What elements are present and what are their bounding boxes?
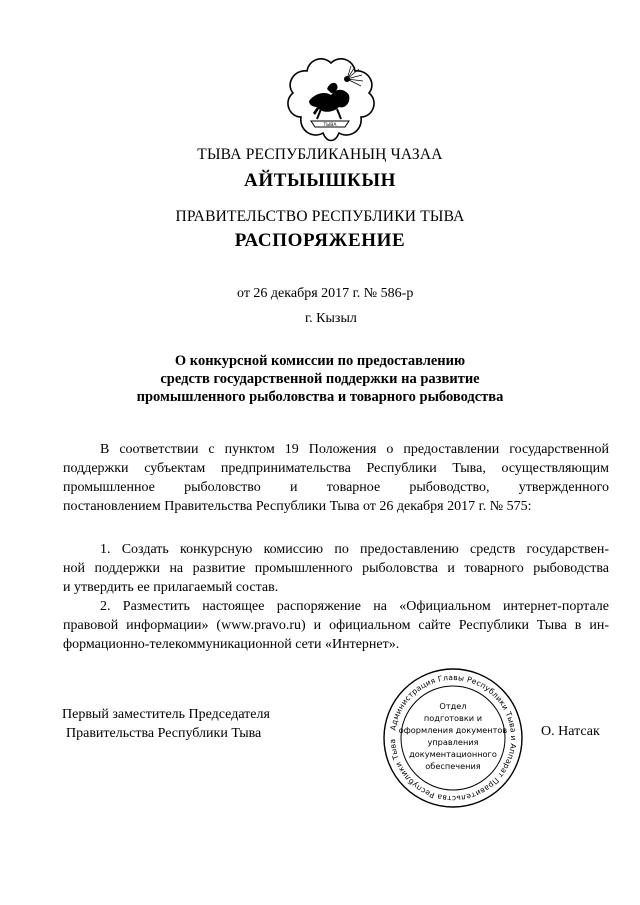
item-1-paragraph xyxy=(63,540,609,597)
paragraph-line: В соответствии с пунктом 19 Положения о предоставлении государственной xyxy=(100,442,609,457)
paragraph-line: поддержки субъектам предпринимательства Республики Тыва, осуществляющим xyxy=(63,461,609,476)
stamp-text-line: управления xyxy=(427,737,479,747)
paragraph-line: 2. Разместить настоящее распоряжение на «Официальном интернет-портале xyxy=(100,599,609,614)
header-line-3: ПРАВИТЕЛЬСТВО РЕСПУБЛИКИ ТЫВА xyxy=(175,208,465,225)
paragraph-line: постановлением Правительства Республики Тыва от 26 декабря 2017 г. № 575: xyxy=(63,499,532,514)
signatory-name: О. Натсак xyxy=(541,724,600,739)
title-line: О конкурсной комиссии по предоставлению xyxy=(174,353,466,369)
title-line: средств государственной поддержки на развитие xyxy=(160,371,480,387)
document-title xyxy=(0,352,640,406)
stamp-text-line: оформления документов xyxy=(398,725,508,735)
stamp-text-line: документационного xyxy=(409,749,497,759)
signatory-position-line: Правительства Республики Тыва xyxy=(66,726,262,741)
header-line-1: ТЫВА РЕСПУБЛИКАНЫҢ ЧАЗАА xyxy=(197,146,443,163)
tuva-coat-of-arms-icon xyxy=(287,57,375,143)
title-line: промышленного рыболовства и товарного рыбоводства xyxy=(136,389,504,405)
stamp-ring-text: Администрация Главы Республики Тыва и Аппарат Правительства Республики Тыва xyxy=(387,672,519,804)
header-line-2: АЙТЫЫШКЫН xyxy=(244,170,396,191)
stamp-text-line: обеспечения xyxy=(425,761,481,771)
document-date: от 26 декабря 2017 г. № 586-р xyxy=(237,286,414,301)
paragraph-line: правовой информации» (www.pravo.ru) и официальном сайте Республики Тыва в ин- xyxy=(63,618,609,633)
paragraph-line: и утвердить ее прилагаемый состав. xyxy=(63,580,279,595)
svg-text:ТЫВА: ТЫВА xyxy=(323,123,337,128)
stamp-text-line: Отдел xyxy=(439,701,467,711)
document-type-title: РАСПОРЯЖЕНИЕ xyxy=(234,230,406,251)
signatory-position-line: Первый заместитель Председателя xyxy=(62,707,270,722)
item-2-paragraph xyxy=(63,597,609,654)
paragraph-line: 1. Создать конкурсную комиссию по предоставлению средств государствен- xyxy=(100,542,609,557)
preamble-paragraph xyxy=(63,440,609,516)
document-city: г. Кызыл xyxy=(305,311,357,326)
paragraph-line: промышленное рыболовство и товарное рыбоводство, утвержденного xyxy=(63,480,609,495)
signatory-position xyxy=(62,705,270,743)
paragraph-line: формационно-телекоммуникационной сети «Интернет». xyxy=(63,637,400,652)
official-stamp xyxy=(382,667,524,809)
stamp-text-line: подготовки и xyxy=(423,713,483,723)
paragraph-line: ной поддержки на развитие промышленного рыболовства и товарного рыбоводства xyxy=(63,561,609,576)
